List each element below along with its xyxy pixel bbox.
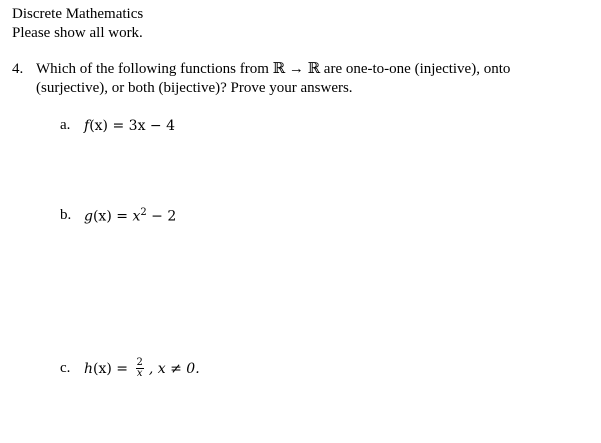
part-b-eq: = bbox=[111, 208, 133, 225]
part-c-numerator: 2 bbox=[136, 357, 143, 368]
course-title: Discrete Mathematics bbox=[12, 6, 144, 22]
part-a-eq: = bbox=[108, 117, 129, 134]
part-b-formula bbox=[84, 207, 176, 225]
part-c-condition: , x ≠ 0. bbox=[148, 360, 200, 377]
question-line-2: (surjective), or both (bijective)? Prove your answers. bbox=[36, 80, 353, 96]
question-line-1: Which of the following functions from ℝ → ℝ are one-to-one (injective), onto bbox=[36, 61, 511, 77]
part-a-letter: a. bbox=[60, 117, 71, 133]
part-b bbox=[60, 207, 176, 225]
part-b-rest: − 2 bbox=[146, 208, 177, 225]
part-b-fname: g bbox=[84, 208, 93, 225]
part-b-letter: b. bbox=[60, 207, 72, 224]
part-c-fname: h bbox=[84, 360, 94, 377]
part-a-rhs: 3x − 4 bbox=[128, 117, 175, 134]
question-number: 4. bbox=[12, 61, 24, 77]
part-a-fname: f bbox=[84, 117, 90, 134]
part-b-base: x bbox=[132, 208, 141, 225]
part-c-fraction bbox=[136, 358, 144, 379]
question-text bbox=[36, 60, 576, 98]
part-c-formula bbox=[84, 358, 200, 379]
instruction-text: Please show all work. bbox=[12, 25, 143, 41]
part-c-letter: c. bbox=[60, 360, 71, 376]
part-a-formula bbox=[84, 118, 175, 134]
part-a bbox=[60, 117, 175, 134]
part-c bbox=[60, 358, 200, 379]
part-b-exponent: 2 bbox=[140, 207, 147, 218]
part-a-arg: (x) bbox=[89, 117, 109, 134]
part-c-arg: (x) bbox=[93, 360, 112, 377]
part-b-arg: (x) bbox=[92, 208, 112, 225]
part-c-eq: = bbox=[111, 360, 133, 377]
part-c-denominator: x bbox=[136, 368, 143, 379]
document-header bbox=[12, 5, 143, 43]
